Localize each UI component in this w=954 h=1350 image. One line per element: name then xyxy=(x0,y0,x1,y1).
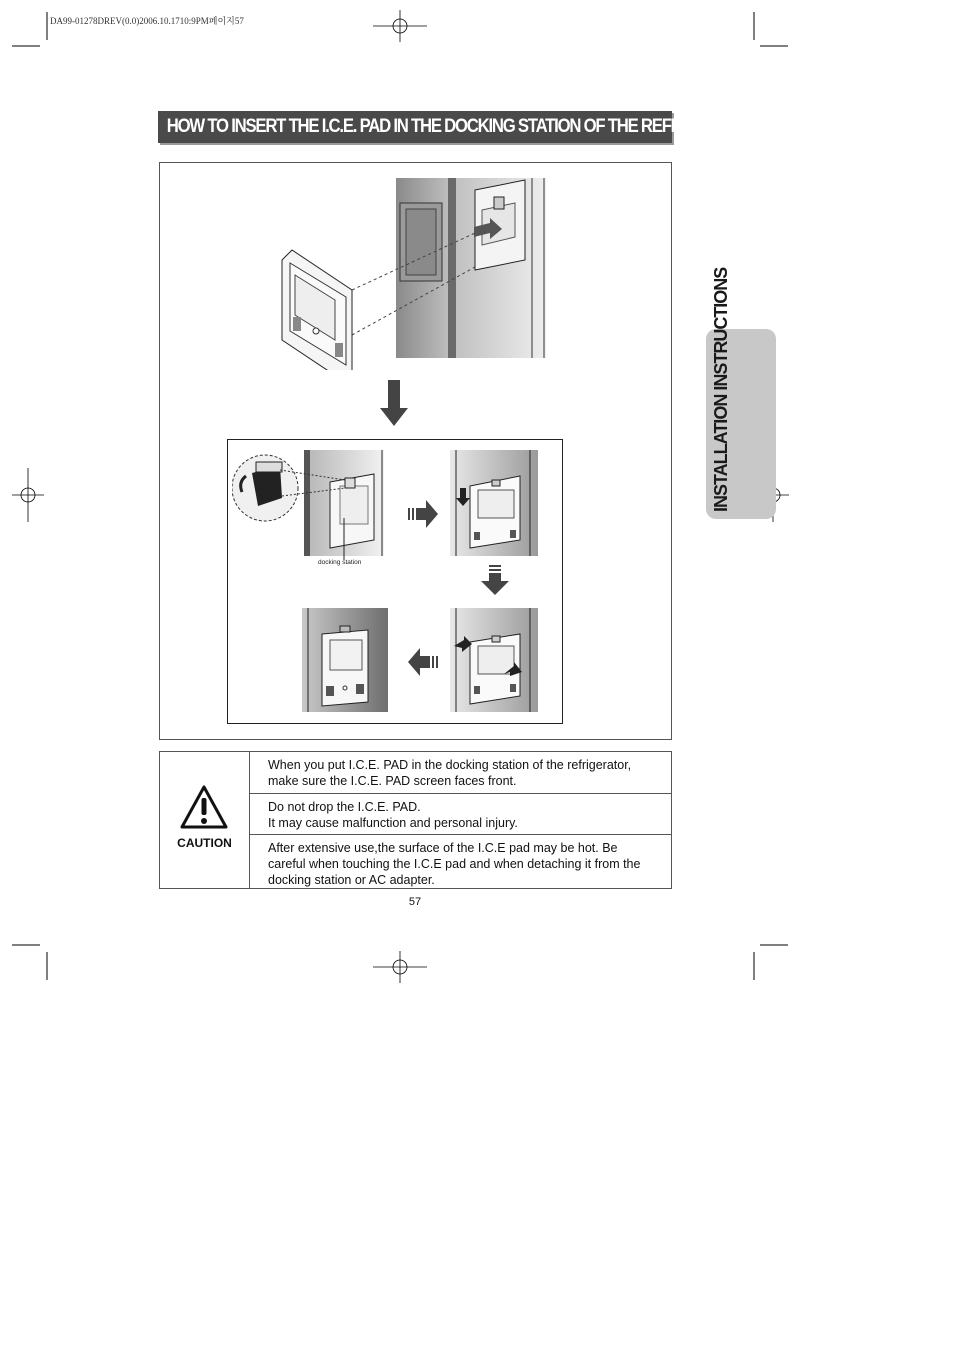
arrow-down-icon xyxy=(380,380,408,426)
caution-text-line: docking station or AC adapter. xyxy=(268,873,435,887)
caution-text-line: make sure the I.C.E. PAD screen faces front. xyxy=(268,774,517,788)
step1-illustration xyxy=(232,448,387,560)
caution-text-line: careful when touching the I.C.E pad and when detaching it from the xyxy=(268,857,641,871)
caution-text-line: It may cause malfunction and personal injury. xyxy=(268,816,518,830)
caution-text-line: When you put I.C.E. PAD in the docking station of the refrigerator, xyxy=(268,758,632,772)
insert-illustration xyxy=(270,175,560,370)
step3-illustration xyxy=(448,606,540,714)
caution-item xyxy=(250,835,671,888)
step2-illustration xyxy=(448,448,540,558)
print-header: DA99-01278DREV(0.0)2006.10.1710:9PM페이지57 xyxy=(50,16,244,26)
side-tab-label: INSTALLATION INSTRUCTIONS xyxy=(711,267,731,512)
page-number: 57 xyxy=(408,896,422,908)
caution-cell xyxy=(160,752,250,888)
caution-label: CAUTION xyxy=(177,836,232,850)
caution-item xyxy=(250,794,671,835)
caution-item xyxy=(250,752,671,794)
page-title xyxy=(158,111,759,143)
arrow-left-icon xyxy=(408,648,438,676)
caution-table xyxy=(159,751,672,889)
arrow-down-icon xyxy=(481,565,509,595)
caution-text-line: After extensive use,the surface of the I.C.E pad may be hot. Be xyxy=(268,841,618,855)
step4-illustration xyxy=(300,606,392,714)
docking-station-label: docking station xyxy=(318,559,362,566)
arrow-right-icon xyxy=(408,500,438,528)
warning-triangle-icon xyxy=(180,785,228,829)
caution-text-line: Do not drop the I.C.E. PAD. xyxy=(268,800,421,814)
page-title-text: HOW TO INSERT THE I.C.E. PAD IN THE DOCKING STATION OF THE REFRIGERATOR xyxy=(166,116,759,137)
